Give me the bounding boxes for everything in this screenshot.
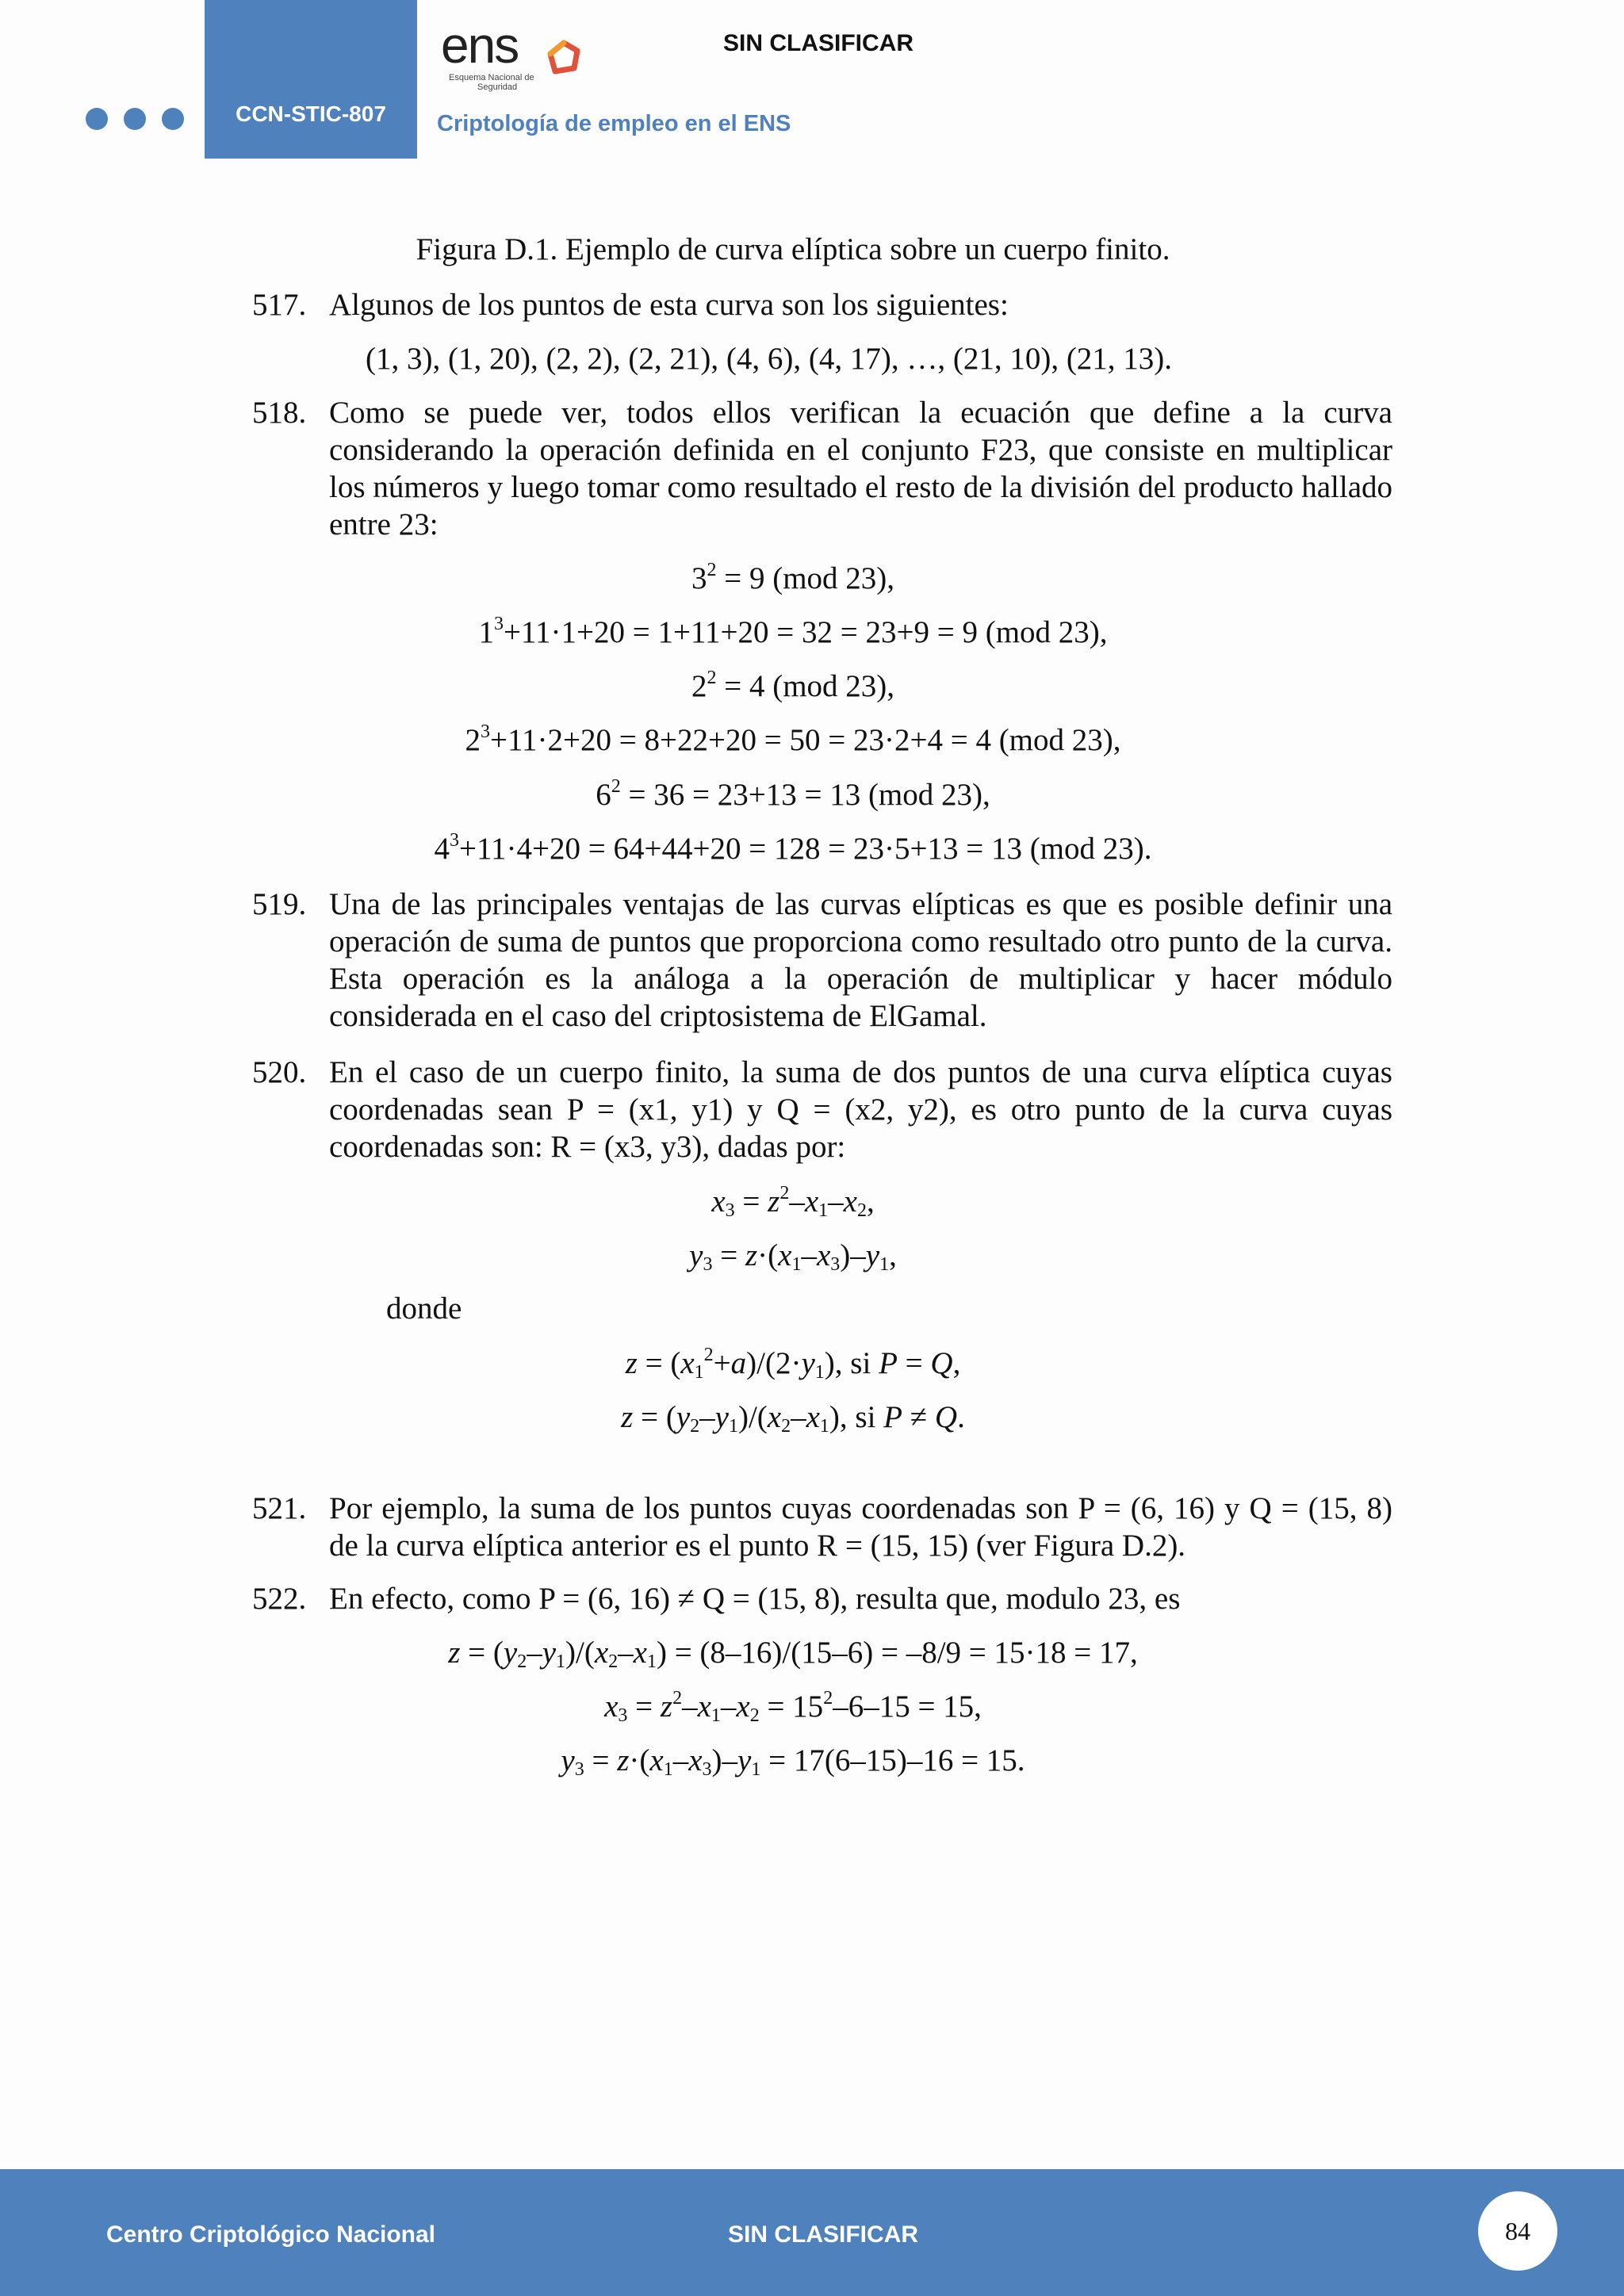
header-classification: SIN CLASIFICAR [723,30,914,56]
paragraph-number: 518. [252,396,307,430]
figure-caption: Figura D.1. Ejemplo de curva elíptica sobre un cuerpo finito. [416,232,1170,266]
dot-1 [86,108,108,130]
header-dots [86,108,184,130]
logo-tag-line-1: Esquema Nacional de [449,73,534,82]
donde-label: donde [386,1292,462,1326]
dot-3 [162,108,184,130]
equation-2: $1^3+11\cdot 1+20 = 1+11+20 = 32 = 23+9 = 9$ (mod 23), [478,614,1108,649]
equation-3: $2^2 = 4$ (mod 23), [691,668,895,703]
page-footer [0,2169,1624,2296]
logo-word: ens [441,17,519,74]
paragraph-521 [252,1490,1392,1564]
paragraph-text: Como se puede ver, todos ellos verifican la ecuación que define a la curva considerando la operación definida en el conjunto F23, que consiste en multiplicar los números y luego tomar como resultado el resto de la división del producto hallado entre 23: [329,396,1392,541]
paragraph-text: En el caso de un cuerpo finito, la suma de dos puntos de una curva elíptica cuyas coordenadas sean P = (x1, y1) y Q = (x2, y2), es otro punto de la curva cuyas coordenadas son: R = (x3, y3), dadas por: [329,1055,1392,1164]
doc-code-box [205,0,417,159]
equation-4: $2^3+11\cdot 2+20 = 8+22+20 = 50 = 23\cdot 2+4 = 4$ (mod 23), [465,721,1121,757]
paragraph-number: 519. [252,887,307,921]
paragraph-text: Una de las principales ventajas de las curvas elípticas es que es posible definir una operación de suma de puntos que proporciona como resultado otro punto de la curva. Esta operación es la análoga a la operación de multiplicar y hacer módulo considerada en el caso del criptosistema de ElGamal. [329,887,1392,1033]
paragraph-518 [252,394,1392,543]
paragraph-522 [252,1580,1392,1617]
footer-organization: Centro Criptológico Nacional [106,2221,436,2248]
equation-6: $4^3+11\cdot 4+20 = 64+44+20 = 128 = 23\cdot 5+13 = 13$ (mod 23). [434,830,1152,866]
paragraph-517 [252,286,1392,323]
curve-points-list: (1, 3), (1, 20), (2, 2), (2, 21), (4, 6), (4, 17), …, (21, 10), (21, 13). [366,342,1173,376]
paragraph-number: 522. [252,1582,307,1616]
doc-code: CCN-STIC-807 [236,101,386,126]
formula-x3: $x_3 = z^2-x_1-x_2$, [711,1183,875,1221]
worked-z: $z = (y_2-y_1)/(x_2-x_1) = (8-16)/(15-6) = -8/9 = 15\cdot 18 = 17$, [448,1636,1138,1672]
logo-tagline [449,73,534,92]
logo-tag-line-2: Seguridad [477,82,518,92]
paragraph-text: Algunos de los puntos de esta curva son los siguientes: [329,288,1009,322]
equation-5: $6^2 = 36 = 23+13 = 13$ (mod 23), [596,776,990,812]
dot-2 [124,108,146,130]
ens-logo [441,17,584,92]
paragraph-number: 517. [252,288,307,322]
ens-mark-icon [546,40,582,76]
formula-y3: $y_3 = z\cdot(x_1-x_3)-y_1$, [689,1238,897,1275]
paragraph-text: En efecto, como P = (6, 16) ≠ Q = (15, 8), resulta que, modulo 23, es [329,1582,1181,1616]
paragraph-519 [252,886,1392,1035]
page-number: 84 [1478,2191,1557,2271]
paragraph-number: 521. [252,1491,307,1525]
header-subtitle: Criptología de empleo en el ENS [437,111,791,136]
paragraph-text: Por ejemplo, la suma de los puntos cuyas coordenadas son P = (6, 16) y Q = (15, 8) de la curva elíptica anterior es el punto R = (15, 15) (ver Figura D.2). [329,1491,1392,1563]
footer-classification: SIN CLASIFICAR [728,2221,918,2248]
formula-z-distinct: $z = (y_2-y_1)/(x_2-x_1)$, si P ≠ Q. [621,1400,965,1437]
paragraph-520 [252,1054,1392,1165]
paragraph-number: 520. [252,1055,307,1089]
equation-1: $3^2 = 9$ (mod 23), [691,560,895,595]
worked-y3: $y_3 = z\cdot(x_1-x_3)-y_1 = 17(6-15)-16 = 15$. [561,1743,1025,1780]
worked-x3: $x_3 = z^2-x_1-x_2 = 15^2-6-15 = 15$, [604,1688,982,1726]
formula-z-equal: $z = (x_1^2+a)/(2\cdot y_1)$, si P = Q, [625,1345,961,1383]
